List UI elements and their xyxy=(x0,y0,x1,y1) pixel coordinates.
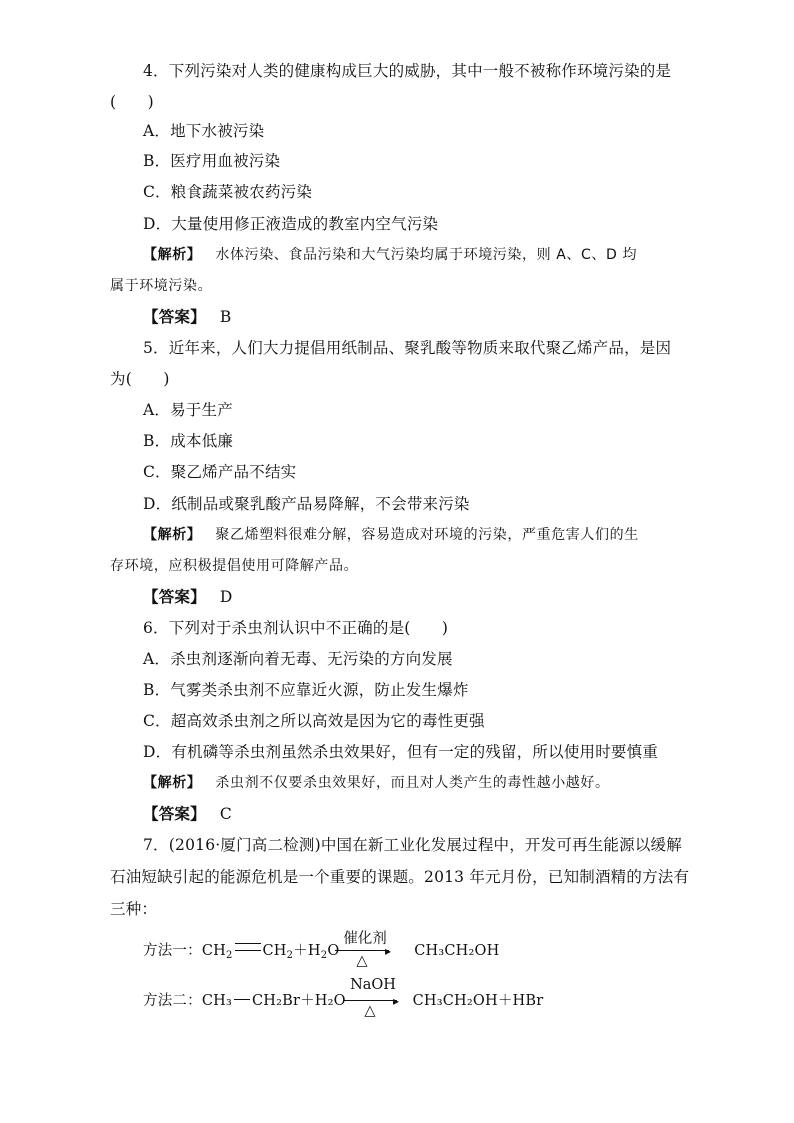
explanation-tag: 【解析】 xyxy=(143,775,202,791)
explanation-text: 水体污染、食品污染和大气污染均属于环境污染，则 A、C、D 均 xyxy=(215,247,638,263)
q4-stem-line-2: ( ) xyxy=(110,93,154,111)
q6-option-c: C．超高效杀虫剂之所以高效是因为它的毒性更强 xyxy=(143,712,485,730)
answer-tag: 【答案】 xyxy=(143,307,206,326)
answer-value: B xyxy=(219,308,232,326)
heat-symbol: △ xyxy=(356,953,368,969)
reaction-arrow-icon xyxy=(335,950,389,951)
q4-explanation-line-1 xyxy=(143,244,637,266)
q5-option-b: B．成本低廉 xyxy=(143,432,234,450)
heat-symbol: △ xyxy=(364,1003,376,1019)
condition-top: 催化剂 xyxy=(343,931,387,947)
q6-answer xyxy=(143,803,232,825)
q7-method-2-equation: 方法二：CH₃ CH₂Br＋H₂O CH₃CH₂OH＋HBr xyxy=(143,993,544,1009)
answer-value: C xyxy=(219,805,232,823)
q7-stem-line-1: 7．(2016·厦门高二检测)中国在新工业化发展过程中，开发可再生能源以缓解 xyxy=(143,836,682,854)
q7-stem-line-3: 三种： xyxy=(110,900,158,918)
q5-option-c: C．聚乙烯产品不结实 xyxy=(143,463,297,481)
q4-option-a: A．地下水被污染 xyxy=(143,122,265,140)
explanation-text: 聚乙烯塑料很难分解，容易造成对环境的污染，严重危害人们的生 xyxy=(215,527,639,543)
method-product: CH₃CH₂OH xyxy=(414,943,500,959)
q7-stem-line-2: 石油短缺引起的能源危机是一个重要的课题。2013 年元月份，已知制酒精的方法有 xyxy=(110,868,690,886)
q5-stem-line-2: 为( ) xyxy=(110,370,170,388)
explanation-tag: 【解析】 xyxy=(143,527,202,543)
q4-answer xyxy=(143,306,231,328)
method-label: 方法二： xyxy=(143,993,202,1009)
answer-tag: 【答案】 xyxy=(143,587,206,606)
explanation-text: 杀虫剂不仅要杀虫效果好，而且对人类产生的毒性越小越好。 xyxy=(215,775,610,791)
answer-tag: 【答案】 xyxy=(143,804,206,823)
q5-answer xyxy=(143,586,232,608)
q5-option-d: D．纸制品或聚乳酸产品易降解，不会带来污染 xyxy=(143,495,470,513)
q6-option-d: D．有机磷等杀虫剂虽然杀虫效果好，但有一定的残留，所以使用时要慎重 xyxy=(143,743,659,761)
answer-value: D xyxy=(219,588,233,606)
q6-option-b: B．气雾类杀虫剂不应靠近火源，防止发生爆炸 xyxy=(143,681,469,699)
q4-option-d: D．大量使用修正液造成的教室内空气污染 xyxy=(143,215,439,233)
condition-top: NaOH xyxy=(350,977,396,993)
reaction-arrow-icon xyxy=(343,1000,397,1001)
method-product: CH₃CH₂OH＋HBr xyxy=(412,993,544,1009)
q4-stem-line-1: 4．下列污染对人类的健康构成巨大的威胁，其中一般不被称作环境污染的是 xyxy=(143,62,672,80)
q4-option-b: B．医疗用血被污染 xyxy=(143,152,281,170)
explanation-tag: 【解析】 xyxy=(143,247,202,263)
q5-option-a: A．易于生产 xyxy=(143,401,233,419)
q6-option-a: A．杀虫剂逐渐向着无毒、无污染的方向发展 xyxy=(143,650,453,668)
q5-explanation-line-1 xyxy=(143,524,639,546)
q5-explanation-line-2: 存环境，应积极提倡使用可降解产品。 xyxy=(110,558,359,574)
q7-method-2-condition: NaOH ▸ △ xyxy=(343,974,403,1024)
q7-method-1-condition: 催化剂 ▸ △ xyxy=(335,924,395,974)
single-bond-icon xyxy=(234,999,250,1000)
q7-method-1-equation: 方法一：$CH_2$ $CH_2+H_2O$ CH₃CH₂OH xyxy=(143,943,500,961)
method-label: 方法一： xyxy=(143,943,202,959)
q5-stem-line-1: 5．近年来，人们大力提倡用纸制品、聚乳酸等物质来取代聚乙烯产品，是因 xyxy=(143,339,672,357)
q6-stem: 6．下列对于杀虫剂认识中不正确的是( ) xyxy=(143,619,449,637)
q6-explanation xyxy=(143,772,610,794)
q4-option-c: C．粮食蔬菜被农药污染 xyxy=(143,183,313,201)
double-bond-icon xyxy=(235,943,261,951)
q4-explanation-line-2: 属于环境污染。 xyxy=(110,278,213,294)
